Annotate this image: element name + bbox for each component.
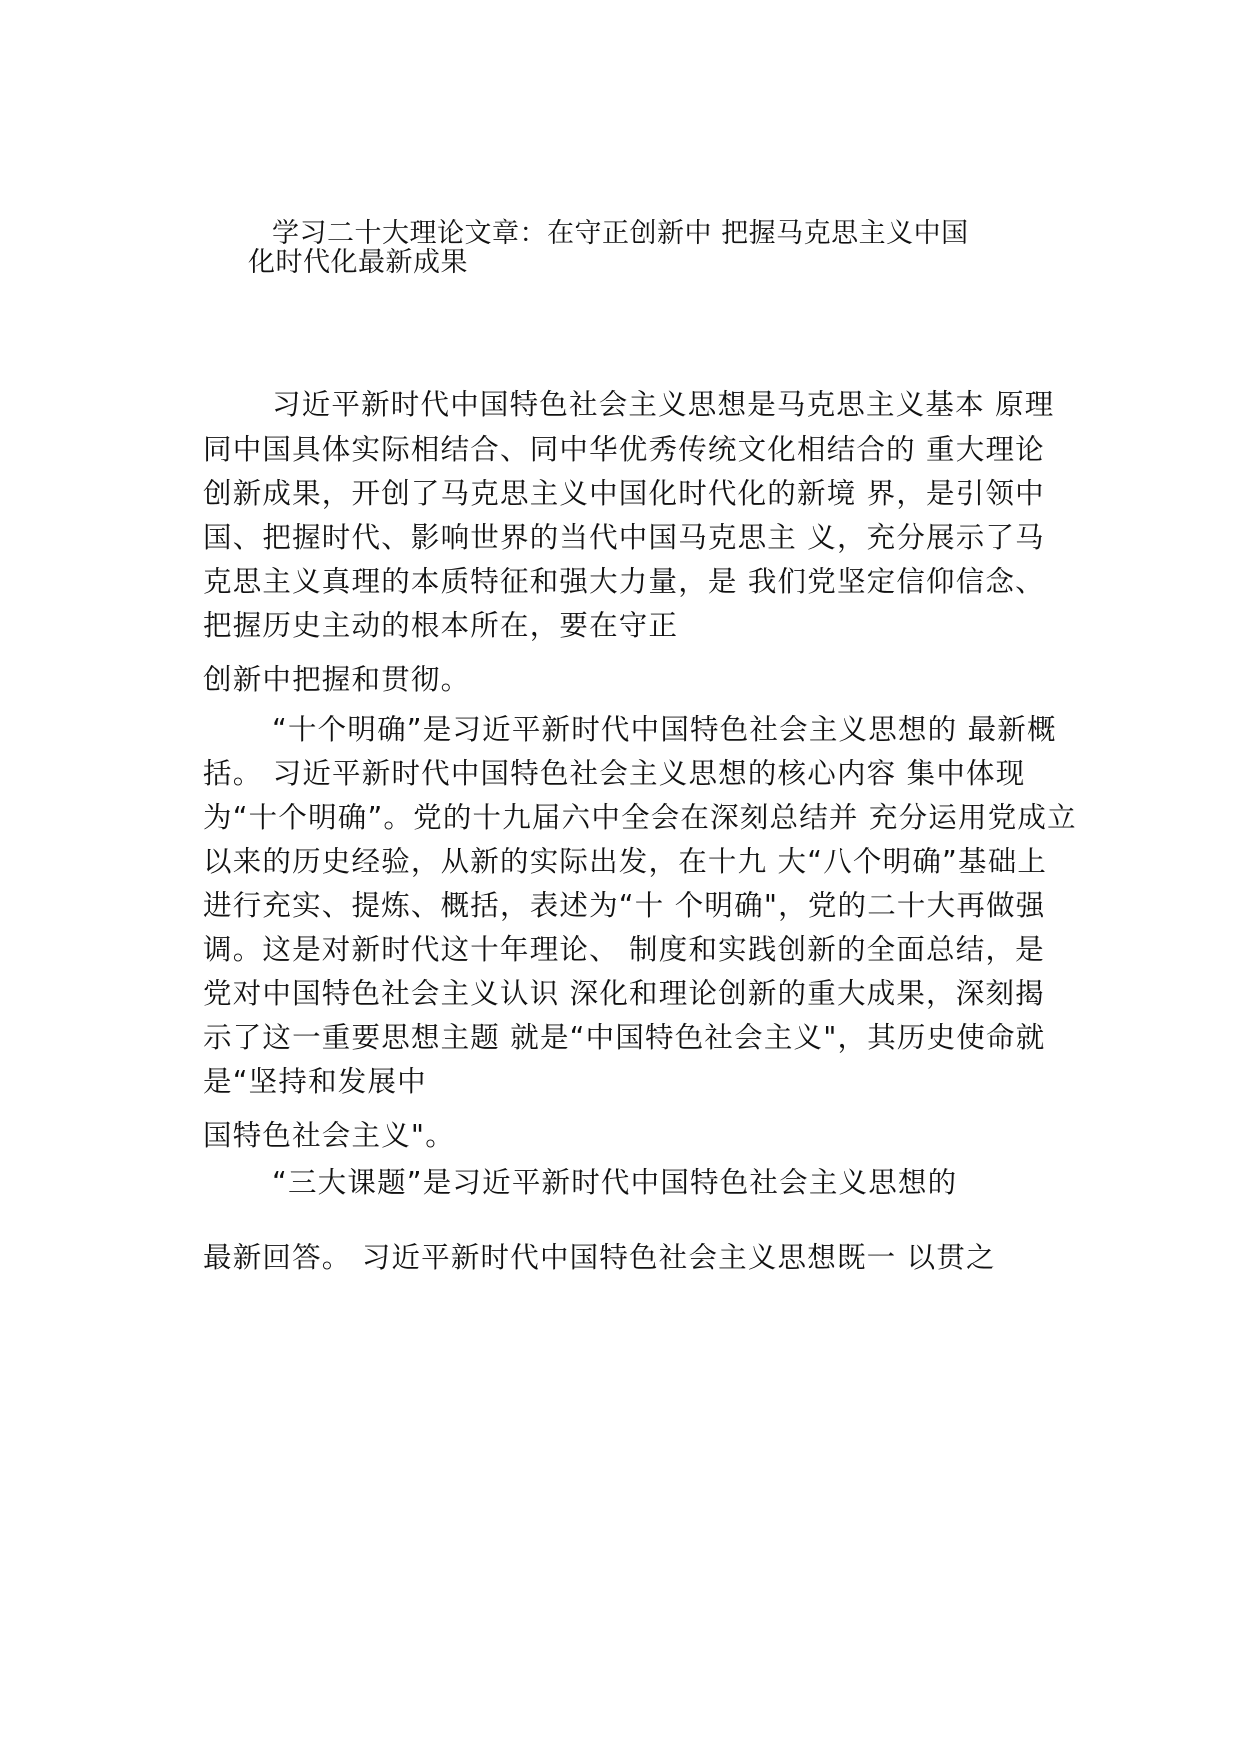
document-title-line-1: 学习二十大理论文章：在守正创新中 把握马克思主义中国 bbox=[272, 218, 969, 249]
paragraph-1-line-7: 创新中把握和贯彻。 bbox=[203, 663, 471, 696]
paragraph-2-line-7: 党对中国特色社会主义认识 深化和理论创新的重大成果，深刻揭 bbox=[203, 977, 1045, 1010]
paragraph-2-line-9: 是“坚持和发展中 bbox=[203, 1065, 427, 1098]
paragraph-1-line-4: 国、把握时代、影响世界的当代中国马克思主 义，充分展示了马 bbox=[203, 521, 1045, 554]
paragraph-2-line-2: 括。 习近平新时代中国特色社会主义思想的核心内容 集中体现 bbox=[203, 757, 1026, 790]
paragraph-2-line-10: 国特色社会主义"。 bbox=[203, 1119, 455, 1152]
paragraph-1-line-2: 同中国具体实际相结合、同中华优秀传统文化相结合的 重大理论 bbox=[203, 433, 1045, 466]
paragraph-2-line-5: 进行充实、提炼、概括，表述为“十 个明确"，党的二十大再做强 bbox=[203, 889, 1046, 922]
paragraph-3-line-1: “三大课题”是习近平新时代中国特色社会主义思想的 bbox=[272, 1166, 958, 1199]
paragraph-2-line-3: 为“十个明确”。党的十九届六中全会在深刻总结并 充分运用党成立 bbox=[203, 801, 1077, 834]
paragraph-1-line-1: 习近平新时代中国特色社会主义思想是马克思主义基本 原理 bbox=[272, 388, 1055, 421]
document-title-line-2: 化时代化最新成果 bbox=[248, 247, 468, 278]
paragraph-2-line-6: 调。这是对新时代这十年理论、 制度和实践创新的全面总结，是 bbox=[203, 933, 1045, 966]
paragraph-2-line-8: 示了这一重要思想主题 就是“中国特色社会主义"，其历史使命就 bbox=[203, 1021, 1046, 1054]
paragraph-3-line-2: 最新回答。 习近平新时代中国特色社会主义思想既一 以贯之 bbox=[203, 1241, 996, 1274]
paragraph-2-line-4: 以来的历史经验，从新的实际出发，在十九 大“八个明确”基础上 bbox=[203, 845, 1048, 878]
paragraph-2-line-1: “十个明确”是习近平新时代中国特色社会主义思想的 最新概 bbox=[272, 713, 1057, 746]
paragraph-1-line-5: 克思主义真理的本质特征和强大力量，是 我们党坚定信仰信念、 bbox=[203, 565, 1045, 598]
paragraph-1-line-3: 创新成果，开创了马克思主义中国化时代化的新境 界，是引领中 bbox=[203, 477, 1045, 510]
paragraph-1-line-6: 把握历史主动的根本所在，要在守正 bbox=[203, 609, 679, 642]
